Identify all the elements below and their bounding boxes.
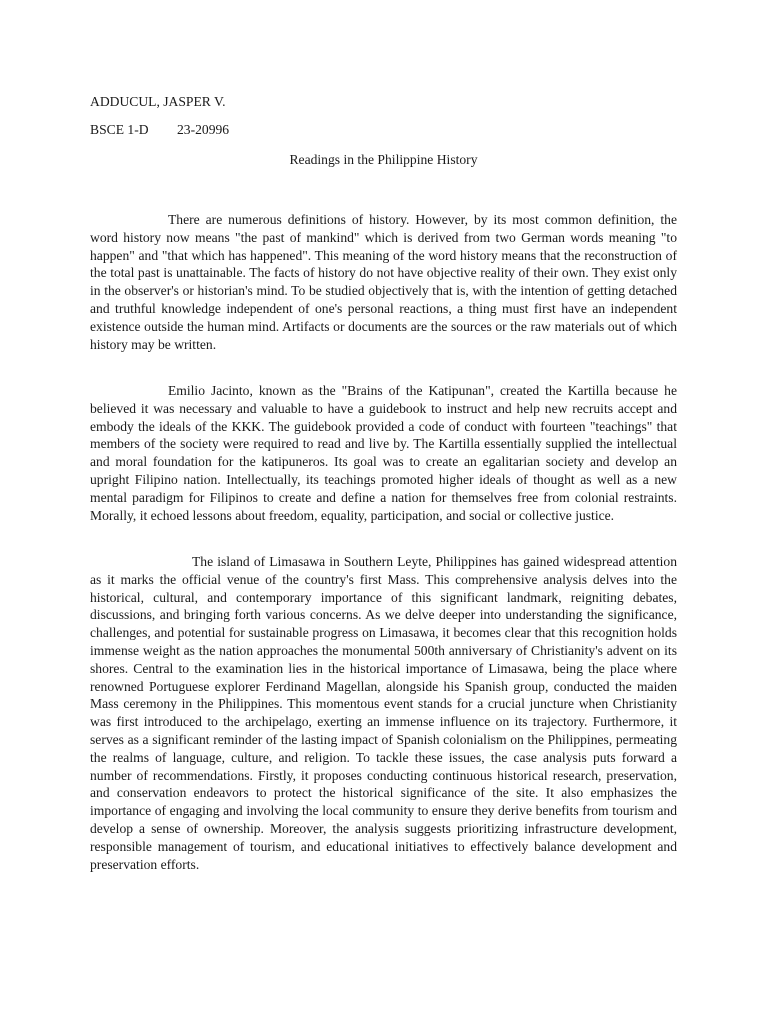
student-name: ADDUCUL, JASPER V. <box>90 94 226 109</box>
course-code: BSCE 1-D <box>90 122 149 137</box>
document-page <box>90 0 677 1024</box>
paragraph-kartilla: Emilio Jacinto, known as the "Brains of the Katipunan", created the Kartilla because he believed it was necessary and valuable to have a guidebook to instruct and help new recruits accept and embody the ideals of the KKK. The guidebook provided a code of conduct with fourteen "teachings" that members of the society were required to read and live by. The Kartilla essentially supplied the intellectual and moral foundation for the katipuneros. Its goal was to create an egalitarian society and develop an upright Filipino nation. Intellectually, its teachings promoted higher ideals of thought as well as a new mental paradigm for Filipinos to create and define a nation for themselves free from colonial restraints. Morally, it echoed lessons about freedom, equality, participation, and social or collective justice. <box>90 383 677 523</box>
student-id: 23-20996 <box>177 122 230 137</box>
document-title: Readings in the Philippine History <box>289 152 478 167</box>
course-and-id-line <box>90 121 229 139</box>
paragraph-history-definition: There are numerous definitions of history. However, by its most common definition, the word history now means "the past of mankind" which is derived from two German words meaning "to happen" and "that which has happened". This meaning of the word history means that the reconstruction of the total past is unattainable. The facts of history do not have objective reality of their own. They exist only in the observer's or historian's mind. To be studied objectively that is, with the intention of getting detached and truthful knowledge independent of one's personal reactions, a thing must first have an independent existence outside the human mind. Artifacts or documents are the sources or the raw materials out of which history may be written. <box>90 212 677 352</box>
paragraph-limasawa: The island of Limasawa in Southern Leyte, Philippines has gained widespread attention as it marks the official venue of the country's first Mass. This comprehensive analysis delves into the historical, cultural, and contemporary importance of this significant landmark, reigniting debates, discussions, and bringing forth various concerns. As we delve deeper into understanding the significance, challenges, and potential for sustainable progress on Limasawa, it becomes clear that this recognition holds immense weight as the nation approaches the monumental 500th anniversary of Christianity's advent on its shores. Central to the examination lies in the historical importance of Limasawa, being the place where renowned Portuguese explorer Ferdinand Magellan, alongside his Spanish group, conducted the maiden Mass ceremony in the Philippines. This momentous event stands for a crucial juncture when Christianity was first introduced to the archipelago, exerting an immense influence on its trajectory. Furthermore, it serves as a significant reminder of the lasting impact of Spanish colonialism on the Philippines, permeating the realms of language, culture, and religion. To tackle these issues, the case analysis puts forward a number of recommendations. Firstly, it proposes conducting continuous historical research, preservation, and conservation endeavors to protect the historical significance of the site. It also emphasizes the importance of engaging and involving the local community to ensure they derive benefits from tourism and develop a sense of ownership. Moreover, the analysis suggests prioritizing infrastructure development, responsible management of tourism, and educational initiatives to effectively balance development and preservation efforts. <box>90 554 677 872</box>
